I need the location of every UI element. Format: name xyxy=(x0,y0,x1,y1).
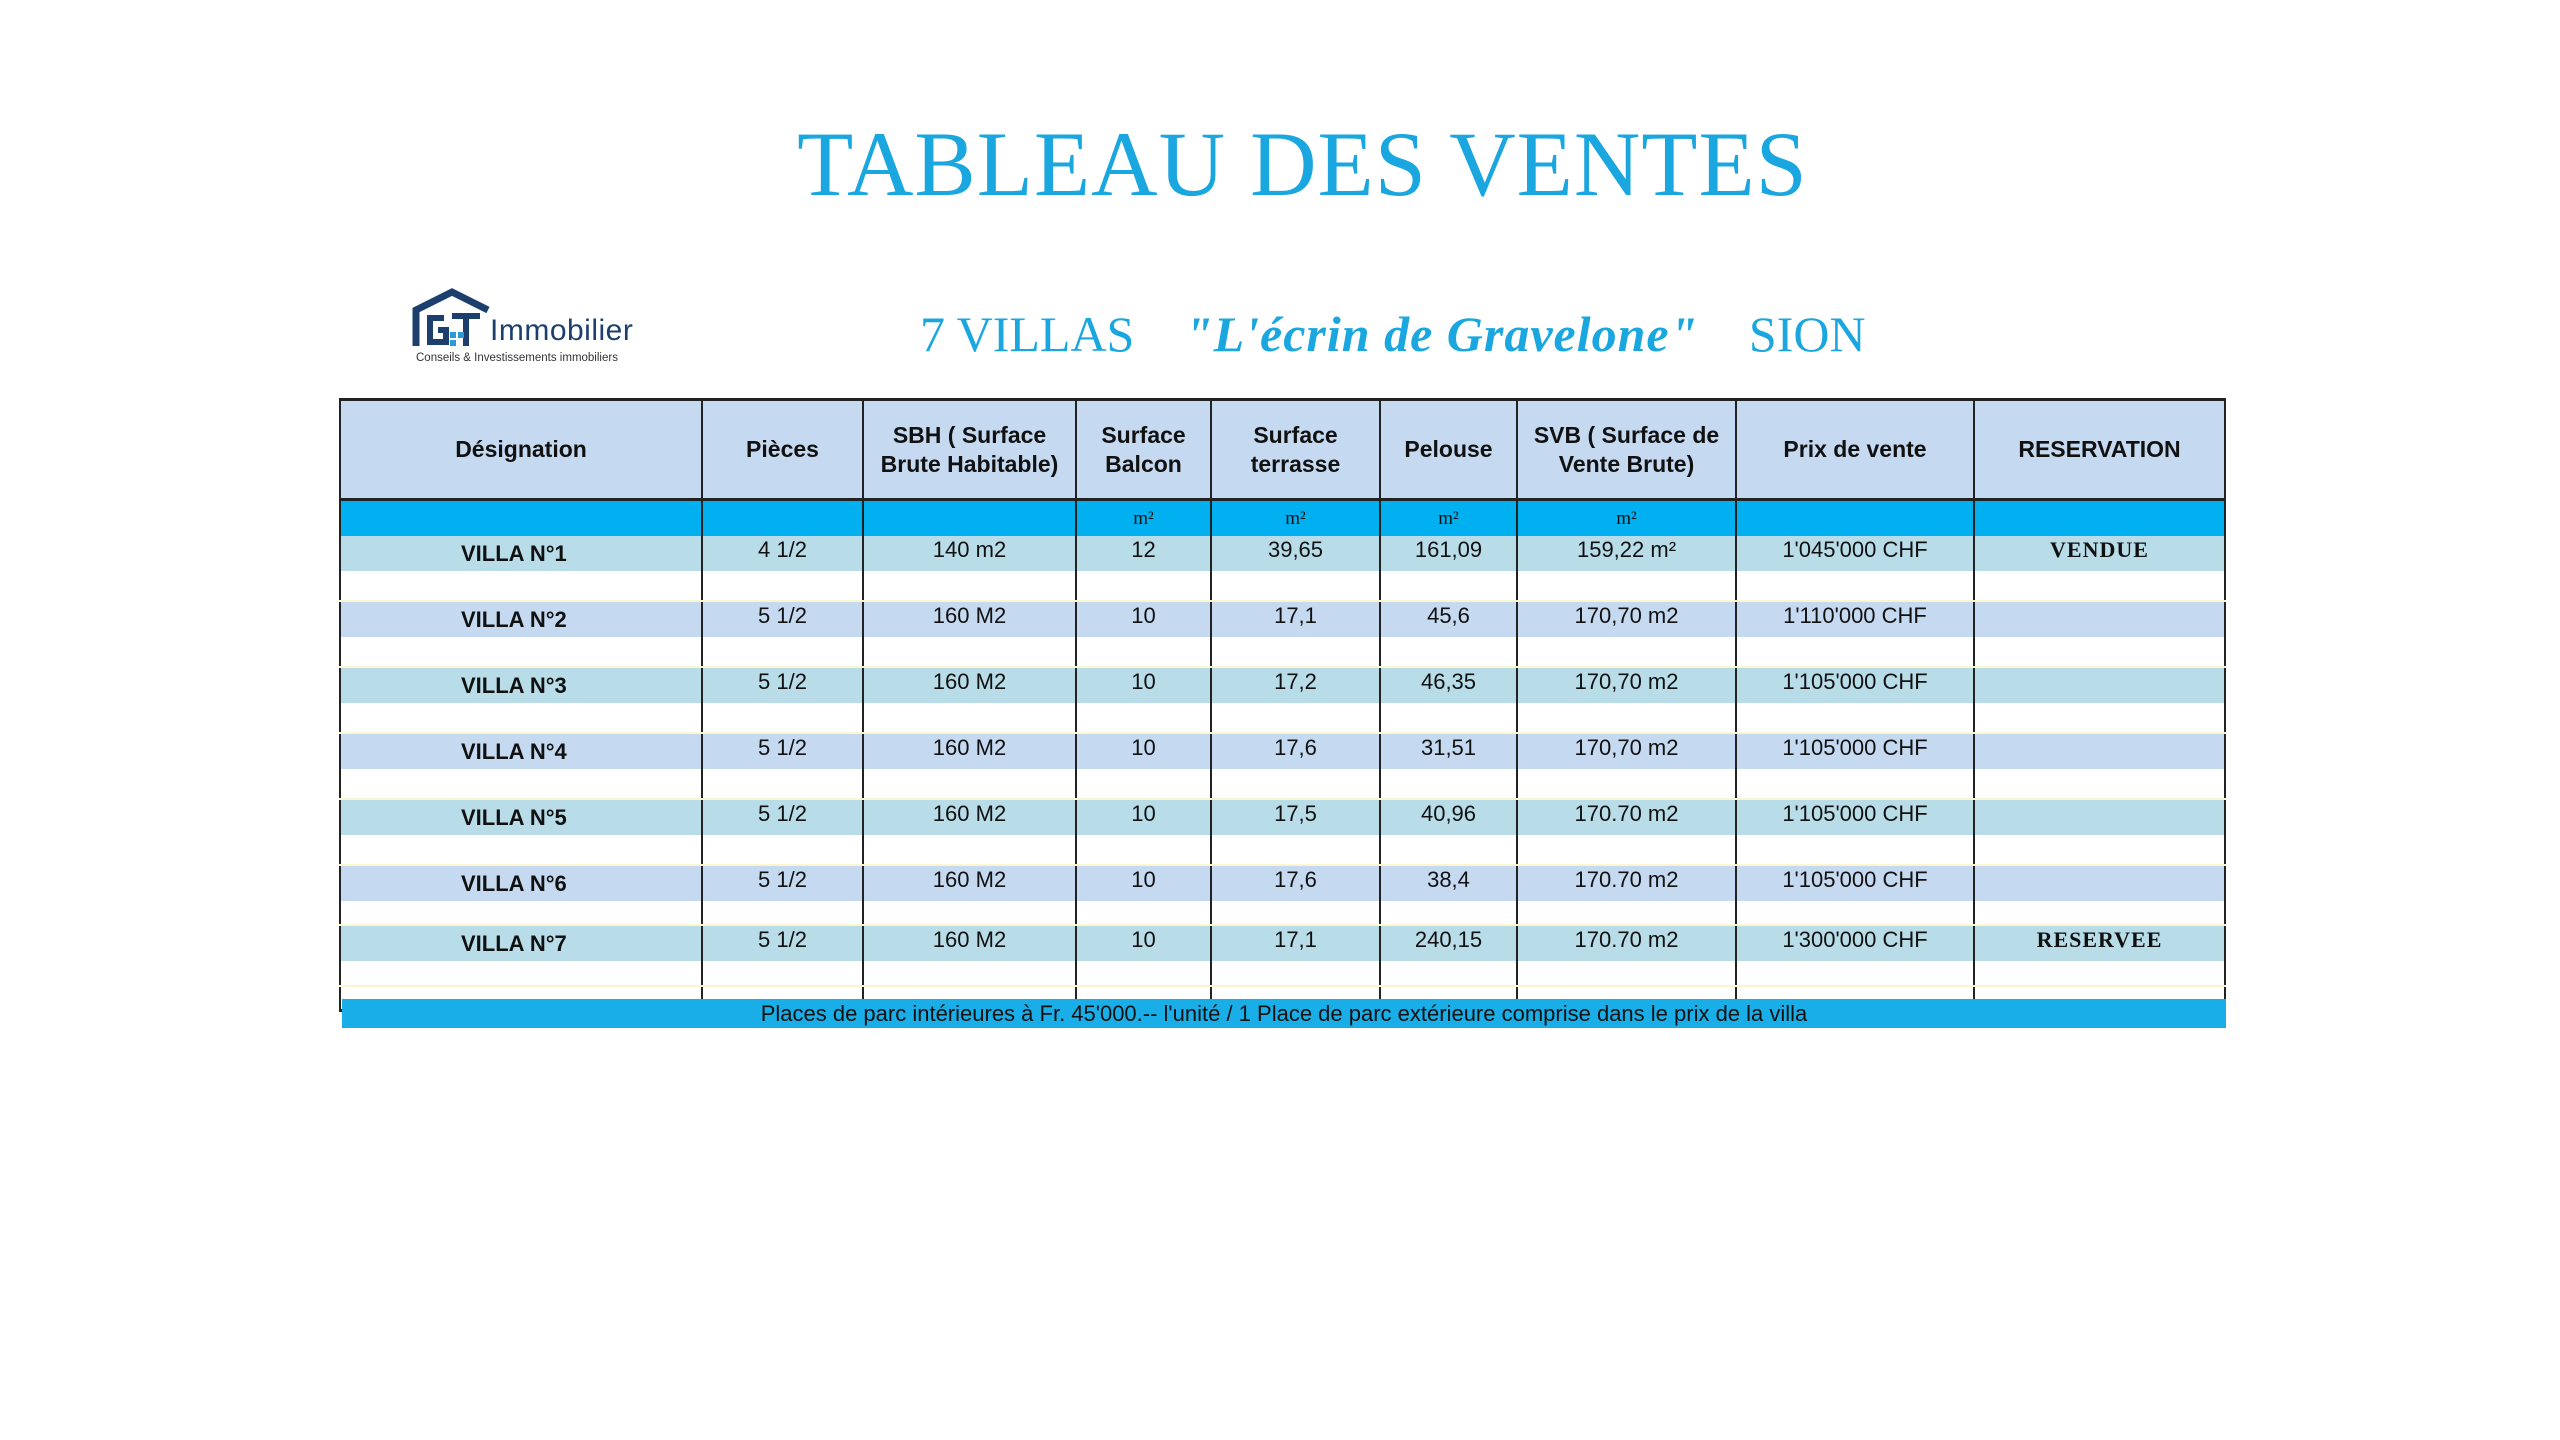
cell-svb: 170.70 m2 xyxy=(1517,865,1736,901)
cell-reservation xyxy=(1974,601,2225,637)
cell-balcon: 10 xyxy=(1076,733,1211,769)
cell-designation: VILLA N°5 xyxy=(340,799,702,835)
row-spacer xyxy=(340,703,2225,733)
cell-balcon: 12 xyxy=(1076,536,1211,571)
col-header-reservation: RESERVATION xyxy=(1974,400,2225,500)
cell-sbh: 160 M2 xyxy=(863,667,1076,703)
cell-pieces: 5 1/2 xyxy=(702,667,863,703)
cell-reservation xyxy=(1974,667,2225,703)
cell-terrasse: 17,5 xyxy=(1211,799,1380,835)
cell-pelouse: 46,35 xyxy=(1380,667,1517,703)
sales-table xyxy=(339,398,2226,1012)
cell-terrasse: 17,6 xyxy=(1211,733,1380,769)
logo-brand: Immobilier xyxy=(490,314,634,347)
row-spacer xyxy=(340,961,2225,986)
cell-svb: 170,70 m2 xyxy=(1517,733,1736,769)
cell-prix: 1'110'000 CHF xyxy=(1736,601,1974,637)
cell-prix: 1'105'000 CHF xyxy=(1736,667,1974,703)
col-header-sbh: SBH ( Surface Brute Habitable) xyxy=(863,400,1076,500)
unit-cell: m² xyxy=(1380,500,1517,537)
project-city: SION xyxy=(1748,306,1866,362)
cell-terrasse: 39,65 xyxy=(1211,536,1380,571)
unit-cell xyxy=(340,500,702,537)
col-header-designation: Désignation xyxy=(340,400,702,500)
cell-prix: 1'105'000 CHF xyxy=(1736,733,1974,769)
table-row xyxy=(340,536,2225,571)
cell-prix: 1'105'000 CHF xyxy=(1736,799,1974,835)
cell-reservation xyxy=(1974,799,2225,835)
cell-terrasse: 17,6 xyxy=(1211,865,1380,901)
cell-pieces: 5 1/2 xyxy=(702,865,863,901)
cell-sbh: 160 M2 xyxy=(863,865,1076,901)
cell-pieces: 5 1/2 xyxy=(702,733,863,769)
logo-tagline: Conseils & Investissements immobiliers xyxy=(416,352,618,364)
cell-prix: 1'045'000 CHF xyxy=(1736,536,1974,571)
unit-cell: m² xyxy=(1517,500,1736,537)
col-header-pieces: Pièces xyxy=(702,400,863,500)
cell-designation: VILLA N°1 xyxy=(340,536,702,571)
table-row xyxy=(340,733,2225,769)
cell-sbh: 160 M2 xyxy=(863,925,1076,961)
table-row xyxy=(340,865,2225,901)
cell-balcon: 10 xyxy=(1076,667,1211,703)
page-title: TABLEAU DES VENTES xyxy=(797,113,1808,215)
cell-svb: 159,22 m² xyxy=(1517,536,1736,571)
cell-balcon: 10 xyxy=(1076,865,1211,901)
cell-balcon: 10 xyxy=(1076,799,1211,835)
row-spacer xyxy=(340,835,2225,865)
cell-svb: 170,70 m2 xyxy=(1517,667,1736,703)
units-row xyxy=(340,500,2225,537)
unit-cell: m² xyxy=(1211,500,1380,537)
cell-reservation xyxy=(1974,733,2225,769)
cell-pelouse: 31,51 xyxy=(1380,733,1517,769)
cell-designation: VILLA N°4 xyxy=(340,733,702,769)
villa-count: 7 VILLAS xyxy=(920,306,1135,362)
company-logo xyxy=(410,278,680,370)
house-gt-logo-icon xyxy=(410,288,494,350)
parking-note: Places de parc intérieures à Fr. 45'000.-- l'unité / 1 Place de parc extérieure comprise dans le prix de la villa xyxy=(342,999,2226,1028)
cell-sbh: 140 m2 xyxy=(863,536,1076,571)
cell-designation: VILLA N°3 xyxy=(340,667,702,703)
cell-sbh: 160 M2 xyxy=(863,799,1076,835)
unit-cell xyxy=(863,500,1076,537)
table-row xyxy=(340,925,2225,961)
cell-terrasse: 17,2 xyxy=(1211,667,1380,703)
cell-sbh: 160 M2 xyxy=(863,601,1076,637)
cell-svb: 170.70 m2 xyxy=(1517,925,1736,961)
cell-prix: 1'105'000 CHF xyxy=(1736,865,1974,901)
unit-cell xyxy=(1736,500,1974,537)
row-spacer xyxy=(340,637,2225,667)
cell-pelouse: 45,6 xyxy=(1380,601,1517,637)
row-spacer xyxy=(340,571,2225,601)
cell-pieces: 5 1/2 xyxy=(702,601,863,637)
cell-prix: 1'300'000 CHF xyxy=(1736,925,1974,961)
col-header-balcon: Surface Balcon xyxy=(1076,400,1211,500)
cell-reservation: RESERVEE xyxy=(1974,925,2225,961)
cell-svb: 170,70 m2 xyxy=(1517,601,1736,637)
unit-cell xyxy=(702,500,863,537)
cell-pelouse: 240,15 xyxy=(1380,925,1517,961)
cell-pieces: 5 1/2 xyxy=(702,799,863,835)
table-row xyxy=(340,601,2225,637)
project-name: "L'écrin de Gravelone" xyxy=(1184,306,1699,362)
table-row xyxy=(340,667,2225,703)
cell-pieces: 4 1/2 xyxy=(702,536,863,571)
cell-balcon: 10 xyxy=(1076,925,1211,961)
table-header-row xyxy=(340,400,2225,500)
col-header-svb: SVB ( Surface de Vente Brute) xyxy=(1517,400,1736,500)
table-row xyxy=(340,799,2225,835)
cell-balcon: 10 xyxy=(1076,601,1211,637)
row-spacer xyxy=(340,901,2225,925)
unit-cell xyxy=(1974,500,2225,537)
cell-pieces: 5 1/2 xyxy=(702,925,863,961)
cell-designation: VILLA N°6 xyxy=(340,865,702,901)
col-header-pelouse: Pelouse xyxy=(1380,400,1517,500)
unit-cell: m² xyxy=(1076,500,1211,537)
cell-reservation: VENDUE xyxy=(1974,536,2225,571)
cell-pelouse: 161,09 xyxy=(1380,536,1517,571)
row-spacer xyxy=(340,769,2225,799)
cell-terrasse: 17,1 xyxy=(1211,601,1380,637)
cell-reservation xyxy=(1974,865,2225,901)
cell-designation: VILLA N°7 xyxy=(340,925,702,961)
col-header-prix: Prix de vente xyxy=(1736,400,1974,500)
col-header-terrasse: Surface terrasse xyxy=(1211,400,1380,500)
cell-pelouse: 40,96 xyxy=(1380,799,1517,835)
cell-sbh: 160 M2 xyxy=(863,733,1076,769)
cell-pelouse: 38,4 xyxy=(1380,865,1517,901)
cell-terrasse: 17,1 xyxy=(1211,925,1380,961)
cell-svb: 170.70 m2 xyxy=(1517,799,1736,835)
project-subtitle xyxy=(920,305,1866,363)
cell-designation: VILLA N°2 xyxy=(340,601,702,637)
